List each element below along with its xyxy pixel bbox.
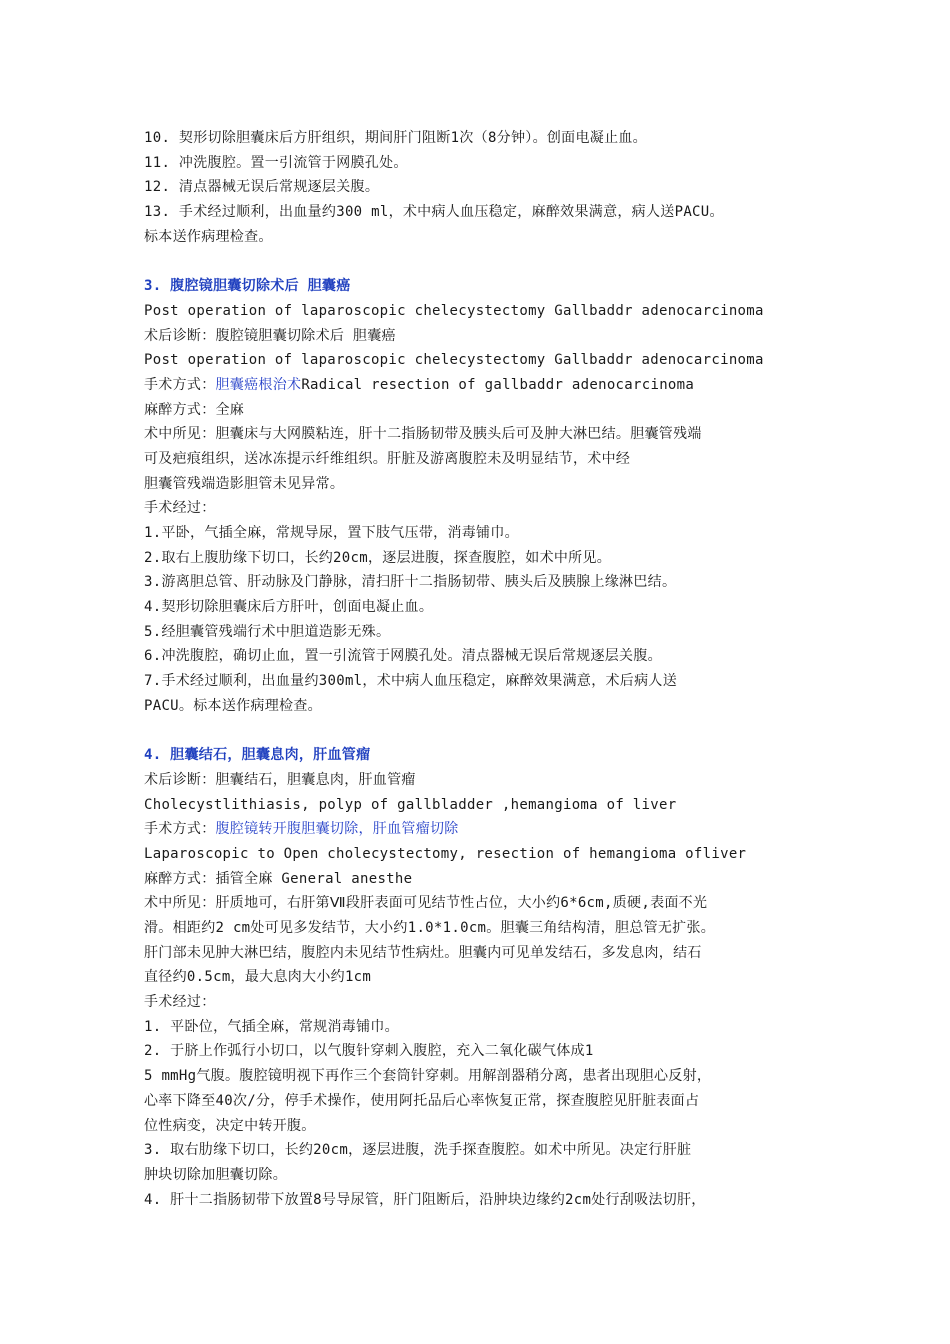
- section-3-findings-line: 胆囊管残端造影胆管未见异常。: [144, 475, 345, 492]
- section-spacer: [144, 249, 814, 274]
- section-4-step: 心率下降至40次/分，停手术操作，使用阿托品后心率恢复正常，探查腹腔见肝脏表面占: [144, 1092, 700, 1109]
- section-3-findings-line: 可及疤痕组织，送冰冻提示纤维组织。肝脏及游离腹腔未及明显结节，术中经: [144, 450, 631, 467]
- procedure-label: 手术方式：: [144, 376, 216, 393]
- section-3-title-en: Post operation of laparoscopic chelecystectomy Gallbaddr adenocarcinoma: [144, 302, 764, 319]
- section-spacer: [144, 719, 814, 744]
- section-4-step: 位性病变，决定中转开腹。: [144, 1117, 316, 1134]
- section-4-step: 2. 于脐上作弧行小切口，以气腹针穿刺入腹腔，充入二氧化碳气体成1: [144, 1043, 594, 1060]
- section-3-step: 3.游离胆总管、肝动脉及门静脉，清扫肝十二指肠韧带、胰头后及胰腺上缘淋巴结。: [144, 574, 677, 591]
- section-3-step: 7.手术经过顺利，出血量约300ml，术中病人血压稳定，麻醉效果满意，术后病人送: [144, 673, 677, 690]
- section-3-step: 4.契形切除胆囊床后方肝叶，创面电凝止血。: [144, 599, 434, 616]
- procedure-label: 手术方式：: [144, 821, 216, 838]
- section-3-title: 3. 腹腔镜胆囊切除术后 胆囊癌: [144, 278, 351, 295]
- section-3-course-label: 手术经过：: [144, 500, 216, 517]
- section-4-findings-line: 直径约0.5cm，最大息肉大小约1cm: [144, 969, 372, 986]
- section-3-anesthesia: 麻醉方式：全麻: [144, 401, 245, 418]
- document-page: [144, 126, 814, 1212]
- section-3-step: 5.经胆囊管残端行术中胆道造影无殊。: [144, 623, 391, 640]
- section-4-step: 肿块切除加胆囊切除。: [144, 1166, 287, 1183]
- section-4-procedure-en: Laparoscopic to Open cholecystectomy, resection of hemangioma ofliver: [144, 845, 747, 862]
- section-4-diagnosis-en: Cholecystlithiasis, polyp of gallbladder ,hemangioma of liver: [144, 796, 677, 813]
- section-3-step: 6.冲洗腹腔，确切止血，置一引流管于网膜孔处。清点器械无误后常规逐层关腹。: [144, 648, 662, 665]
- procedure-name-zh: 胆囊癌根治术: [215, 376, 302, 393]
- procedure-name-en: Radical resection of gallbaddr adenocarcinoma: [301, 376, 695, 393]
- section-4-step: 5 mmHg气腹。腹腔镜明视下再作三个套筒针穿刺。用解剖器稍分离，患者出现胆心反射，: [144, 1068, 712, 1085]
- section-4-step: 4. 肝十二指肠韧带下放置8号导尿管，肝门阻断后，沿肿块边缘约2cm处行刮吸法切肝，: [144, 1191, 706, 1208]
- section-4-anesthesia: 麻醉方式：插管全麻 General anesthe: [144, 870, 413, 887]
- procedure-name-zh: 腹腔镜转开腹胆囊切除，肝血管瘤切除: [215, 821, 459, 838]
- section-4-title: 4. 胆囊结石，胆囊息肉，肝血管瘤: [144, 747, 371, 764]
- section-4-step: 1. 平卧位，气插全麻，常规消毒铺巾。: [144, 1018, 399, 1035]
- step-line: 标本送作病理检查。: [144, 228, 273, 245]
- step-line: 12. 清点器械无误后常规逐层关腹。: [144, 179, 380, 196]
- section-4-course-label: 手术经过：: [144, 994, 216, 1011]
- step-line: 13. 手术经过顺利，出血量约300 ml，术中病人血压稳定，麻醉效果满意，病人送PACU。: [144, 204, 724, 221]
- section-3-step: 2.取右上腹肋缘下切口，长约20cm，逐层进腹，探查腹腔，如术中所见。: [144, 549, 612, 566]
- step-line: 10. 契形切除胆囊床后方肝组织，期间肝门阻断1次（8分钟）。创面电凝止血。: [144, 130, 647, 146]
- section-3-step: PACU。标本送作病理检查。: [144, 697, 322, 714]
- step-line: 11. 冲洗腹腔。置一引流管于网膜孔处。: [144, 154, 408, 171]
- section-3-diagnosis-en: Post operation of laparoscopic chelecystectomy Gallbaddr adenocarcinoma: [144, 352, 764, 369]
- section-4-findings-line: 滑。相距约2 cm处可见多发结节，大小约1.0*1.0cm。胆囊三角结构清，胆总管无扩张。: [144, 920, 716, 936]
- section-4-step: 3. 取右肋缘下切口，长约20cm，逐层进腹，洗手探查腹腔。如术中所见。决定行肝脏: [144, 1142, 692, 1159]
- section-3-findings-line: 术中所见：胆囊床与大网膜粘连，肝十二指肠韧带及胰头后可及肿大淋巴结。胆囊管残端: [144, 426, 702, 443]
- section-3-procedure: [144, 373, 814, 398]
- section-4-findings-line: 术中所见：肝质地可，右肝第Ⅶ段肝表面可见结节性占位，大小约6*6cm,质硬,表面不光: [144, 895, 708, 912]
- section-4-procedure: [144, 817, 814, 842]
- section-4-findings-line: 肝门部未见肿大淋巴结，腹腔内未见结节性病灶。胆囊内可见单发结石，多发息肉，结石: [144, 944, 702, 961]
- section-4-diagnosis: 术后诊断：胆囊结石，胆囊息肉，肝血管瘤: [144, 771, 416, 788]
- section-3-diagnosis: 术后诊断：腹腔镜胆囊切除术后 胆囊癌: [144, 327, 396, 344]
- section-3-step: 1.平卧，气插全麻，常规导尿，置下肢气压带，消毒铺巾。: [144, 525, 519, 541]
